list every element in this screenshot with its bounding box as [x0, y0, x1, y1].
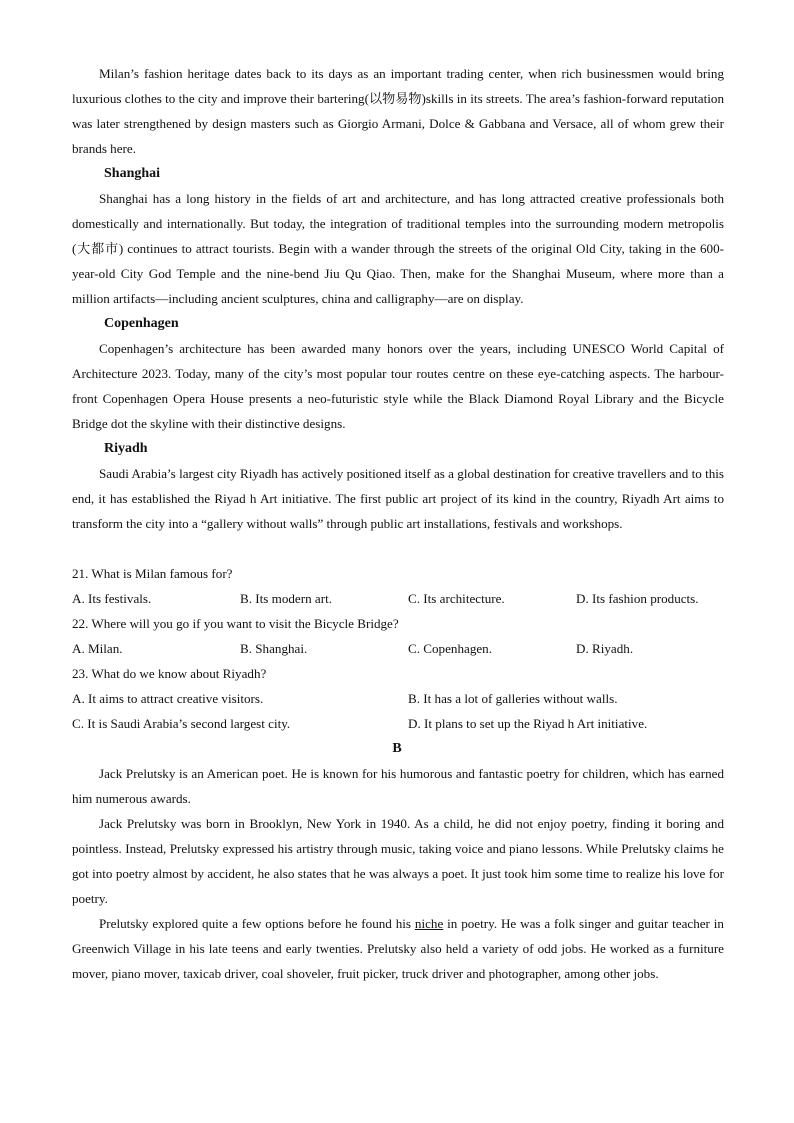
copenhagen-heading: Copenhagen: [104, 316, 179, 331]
shanghai-paragraph: Shanghai has a long history in the fields of art and architecture, and has long attracted creative professionals both domestically and internationally. But today, the integration of traditional temples into the surrounding modern metropolis (大都市) continues to attract tourists. Begin with a wander through the streets of the original Old City, taking in the 600-year-old City God Temple and the nine-bend Jiu Qu Qiao. Then, make for the Shanghai Museum, where more than a million artifacts—including ancient sculptures, china and calligraphy—are on display.: [72, 191, 724, 306]
q22-option-c[interactable]: C. Copenhagen.: [408, 641, 493, 656]
section-b-paragraph-1: Jack Prelutsky is an American poet. He is known for his humorous and fantastic poetry for children, which has earned him numerous awards.: [72, 766, 724, 806]
question-21-stem: 21. What is Milan famous for?: [72, 566, 233, 581]
milan-paragraph: Milan’s fashion heritage dates back to its days as an important trading center, when rich businessmen would bring luxurious clothes to the city and improve their bartering(以物易物)skills in its streets. The area’s fashion-forward reputation was later strengthened by design masters such as Giorgio Armani, Dolce & Gabbana and Versace, all of whom grew their brands here.: [72, 66, 724, 156]
question-23-stem: 23. What do we know about Riyadh?: [72, 666, 267, 681]
q23-option-c[interactable]: C. It is Saudi Arabia’s second largest city.: [72, 716, 291, 731]
p3-after-text: in poetry. He was a folk singer and guitar teacher in Greenwich Village in his late teens and early twenties. Prelutsky also held a variety of odd jobs. He worked as a furniture mover, piano mover, taxicab driver, coal shoveler, fruit picker, truck driver and photographer, among other jobs.: [72, 916, 724, 981]
copenhagen-paragraph: Copenhagen’s architecture has been awarded many honors over the years, including UNESCO World Capital of Architecture 2023. Today, many of the city’s most popular tour routes centre on these eye-catching aspects. The harbour-front Copenhagen Opera House presents a neo-futuristic style while the Black Diamond Royal Library and the Bicycle Bridge dot the skyline with their distinctive designs.: [72, 341, 724, 431]
q21-option-d[interactable]: D. Its fashion products.: [576, 591, 699, 606]
q23-option-a[interactable]: A. It aims to attract creative visitors.: [72, 691, 264, 706]
section-b-paragraph-3: [72, 911, 724, 986]
q21-option-c[interactable]: C. Its architecture.: [408, 591, 505, 606]
q23-option-b[interactable]: B. It has a lot of galleries without walls.: [408, 691, 618, 706]
section-b-paragraph-2: Jack Prelutsky was born in Brooklyn, New York in 1940. As a child, he did not enjoy poetry, finding it boring and pointless. Instead, Prelutsky expressed his artistry through music, taking voice and piano lessons. While Prelutsky claims he got into poetry almost by accident, he also states that he was always a poet. It just took him some time to realize his love for poetry.: [72, 816, 724, 906]
q22-option-b[interactable]: B. Shanghai.: [240, 641, 308, 656]
section-b-label: B: [392, 741, 402, 756]
p3-before-text: Prelutsky explored quite a few options before he found his: [99, 916, 415, 931]
q21-option-b[interactable]: B. Its modern art.: [240, 591, 333, 606]
riyadh-heading: Riyadh: [104, 441, 148, 456]
q21-option-a[interactable]: A. Its festivals.: [72, 591, 152, 606]
q22-option-d[interactable]: D. Riyadh.: [576, 641, 634, 656]
question-22-stem: 22. Where will you go if you want to visit the Bicycle Bridge?: [72, 616, 399, 631]
riyadh-paragraph: Saudi Arabia’s largest city Riyadh has actively positioned itself as a global destination for creative travellers and to this end, it has established the Riyad h Art initiative. The first public art project of its kind in the country, Riyadh Art aims to transform the city into a “gallery without walls” through public art installations, festivals and workshops.: [72, 466, 724, 531]
shanghai-heading: Shanghai: [104, 166, 161, 181]
q22-option-a[interactable]: A. Milan.: [72, 641, 123, 656]
niche-underlined-word: niche: [414, 916, 444, 931]
q23-option-d[interactable]: D. It plans to set up the Riyad h Art initiative.: [408, 716, 648, 731]
